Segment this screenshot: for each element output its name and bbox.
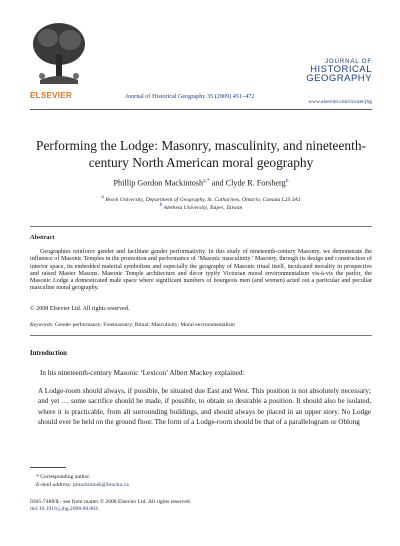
article-title: Performing the Lodge: Masonry, masculinity, and nineteenth-century North American moral geography [36,138,366,170]
block-quote: A Lodge-room should always, if possible, be situated due East and West. This position is not absolutely necessary; and yet … some sacrifice should be made, if possible, to obtain so desirable a position. It should also be isolated, where it is practicable, from all surrounding buildings, and should always be placed in an upper story. No Lodge should ever be held on the ground floor. The form of a Lodge-room should be that of a parallelogram or Oblong [38,387,371,427]
journal-title [306,58,372,83]
journal-citation[interactable]: Journal of Historical Geography 35 (2009) 451–472 [125,93,255,100]
footnote-corresponding: * Corresponding author. [36,474,91,480]
author-2: Clyde R. Forsberg [225,178,286,188]
affiliation-a-text: Brock University, Department of Geography, St. Catharines, Ontario, Canada L2S 3A1 [103,196,301,203]
affiliation-b-mark: b [159,202,163,208]
section-heading-introduction: Introduction [30,350,67,357]
footnote-divider [30,467,66,468]
email-label: E-mail address: [36,482,72,488]
journal-title-small: JOURNAL OF [325,58,372,65]
header-divider [30,109,372,110]
email-link[interactable]: pmackintosh@brocku.ca [71,482,129,488]
author-1: Phillip Gordon Mackintosh [113,178,204,188]
footnote-email [36,482,129,488]
author-conjunction: and [209,178,226,188]
issn-block [30,499,191,513]
abstract-bottom-divider [30,335,372,336]
journal-title-line1: HISTORICAL [310,64,372,75]
affiliation-b [30,202,372,211]
abstract-text: Geographies reinforce gender and facilitate gender performativity. In this study of nineteenth-century Masonry, we demonstrate the influence of Masonic Temples in the promotion and performance of ‘Masonic masculinity.’ Masonry, through its design and construction of interior space, its embedded material symbolism and especially the geography of Masonic ritual itself, inculcated morality in prospective and raised Master Masons. Masonic Temple architecture and décor typify Victorian moral environmentalism vis-à-vis the parlor, the Masonic Lodge a domesticated male space where significant numbers of bourgeois men (and women) acted out a particular and peculiar masculine moral geography. [30,249,372,292]
elsevier-tree-logo [30,18,88,88]
abstract-heading: Abstract [30,234,55,241]
keywords [30,322,372,328]
doi-link[interactable]: doi:10.1016/j.jhg.2008.08.004 [30,506,98,513]
abstract-copyright: © 2008 Elsevier Ltd. All rights reserved. [30,306,130,312]
author-2-affiliation-link[interactable]: b [285,178,289,184]
publisher-name: ELSEVIER [30,91,72,100]
issn-line: 0305-7488/$ - see front matter © 2008 Elsevier Ltd. All rights reserved. [30,499,191,505]
keywords-list: Gender performance; Freemasonry; Ritual; Masculinity; Moral environmentalism [53,322,235,328]
journal-title-line2: GEOGRAPHY [306,73,372,84]
author-list [30,178,372,188]
affiliation-b-text: Aletheia University, Taipei, Taiwan [162,204,243,211]
abstract-top-divider [30,226,372,227]
journal-url-link[interactable]: www.elsevier.com/locate/jhg [308,99,372,105]
keywords-label: Keywords: [30,322,54,328]
intro-paragraph: In his nineteenth-century Masonic ‘Lexicon’ Albert Mackey explained: [40,369,245,377]
affiliation-a-mark: a [101,194,104,200]
author-1-affiliation-link[interactable]: a,* [203,178,210,184]
